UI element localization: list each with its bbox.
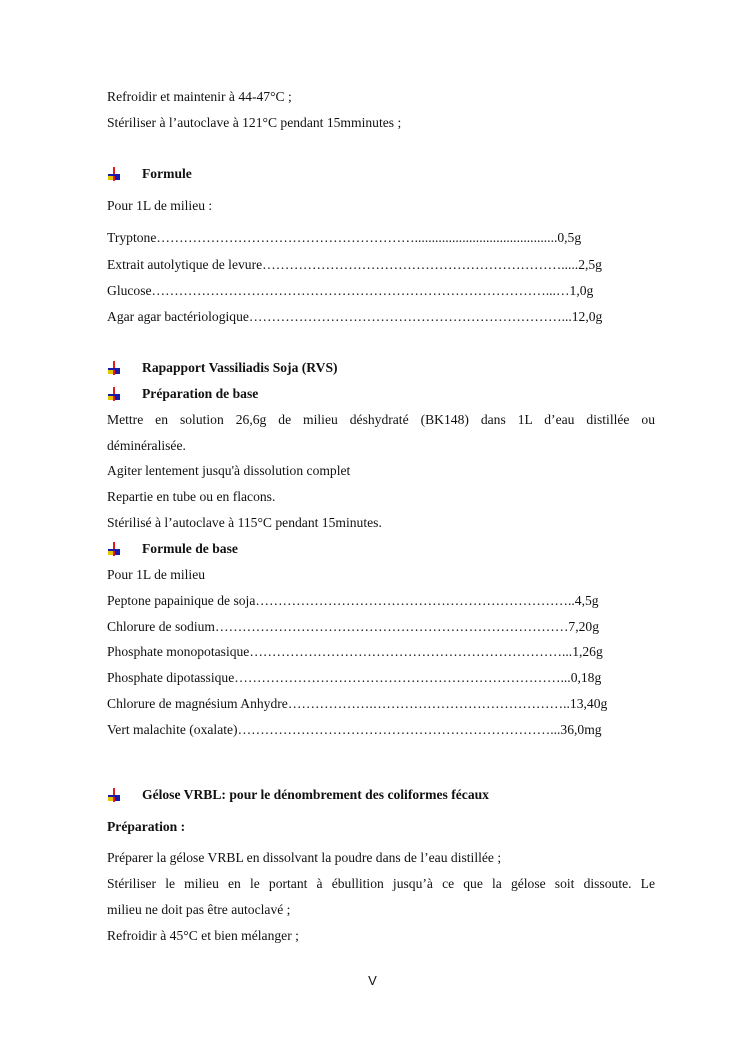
- page-number: V: [368, 973, 377, 988]
- bullet-icon: [107, 387, 121, 401]
- text-line: Stériliser à l’autoclave à 121°C pendant 15mminutes ;: [107, 115, 402, 130]
- paragraph-line: Stériliser le milieu en le portant à ébullition jusqu’à ce que la gélose soit dissoute. Le: [107, 876, 655, 891]
- paragraph-line: déminéralisée.: [107, 438, 186, 453]
- section-heading-formule-base: Formule de base: [142, 541, 238, 556]
- bullet-icon: [107, 542, 121, 556]
- bullet-icon: [107, 167, 121, 181]
- section-heading-formule: Formule: [142, 166, 192, 181]
- ingredient-line: Agar agar bactériologique……………………………………………………………...12,0g: [107, 309, 603, 324]
- section-heading-vrbl: Gélose VRBL: pour le dénombrement des coliformes fécaux: [142, 787, 489, 802]
- text-line: Refroidir à 45°C et bien mélanger ;: [107, 928, 299, 943]
- bullet-icon: [107, 361, 121, 375]
- ingredient-line: Extrait autolytique de levure………………………………………………………….....2,5g: [107, 257, 602, 272]
- text-line: Préparer la gélose VRBL en dissolvant la poudre dans de l’eau distillée ;: [107, 850, 502, 865]
- ingredient-line: Glucose……………………………………………………………………………...…1,0g: [107, 283, 594, 298]
- section-heading-preparation: Préparation de base: [142, 386, 259, 401]
- ingredient-line: Tryptone…………………………………………………..........................................0,5g: [107, 230, 582, 245]
- text-line: Refroidir et maintenir à 44-47°C ;: [107, 89, 292, 104]
- text-line: Agiter lentement jusqu'à dissolution complet: [107, 463, 351, 478]
- ingredient-line: Phosphate monopotasique……………………………………………………………...1,26g: [107, 644, 603, 659]
- text-line: Pour 1L de milieu: [107, 567, 206, 582]
- paragraph-line: Mettre en solution 26,6g de milieu déshydraté (BK148) dans 1L d’eau distillée ou: [107, 412, 655, 427]
- bullet-icon: [107, 788, 121, 802]
- subheading-preparation: Préparation :: [107, 819, 186, 834]
- ingredient-line: Chlorure de magnésium Anhydre……………….……………………………………..13,40g: [107, 696, 608, 711]
- ingredient-line: Peptone papainique de soja……………………………………………………………..4,5g: [107, 593, 599, 608]
- section-heading-rvs: Rapapport Vassiliadis Soja (RVS): [142, 360, 338, 375]
- ingredient-line: Chlorure de sodium……………………………………………………………………7,20g: [107, 619, 600, 634]
- ingredient-line: Phosphate dipotassique………………………………………………………………...0,18g: [107, 670, 602, 685]
- text-line: Stérilisé à l’autoclave à 115°C pendant 15minutes.: [107, 515, 382, 530]
- text-line: Repartie en tube ou en flacons.: [107, 489, 276, 504]
- paragraph-line: milieu ne doit pas être autoclavé ;: [107, 902, 291, 917]
- text-line: Pour 1L de milieu :: [107, 198, 213, 213]
- ingredient-line: Vert malachite (oxalate)……………………………………………………………...36,0mg: [107, 722, 602, 737]
